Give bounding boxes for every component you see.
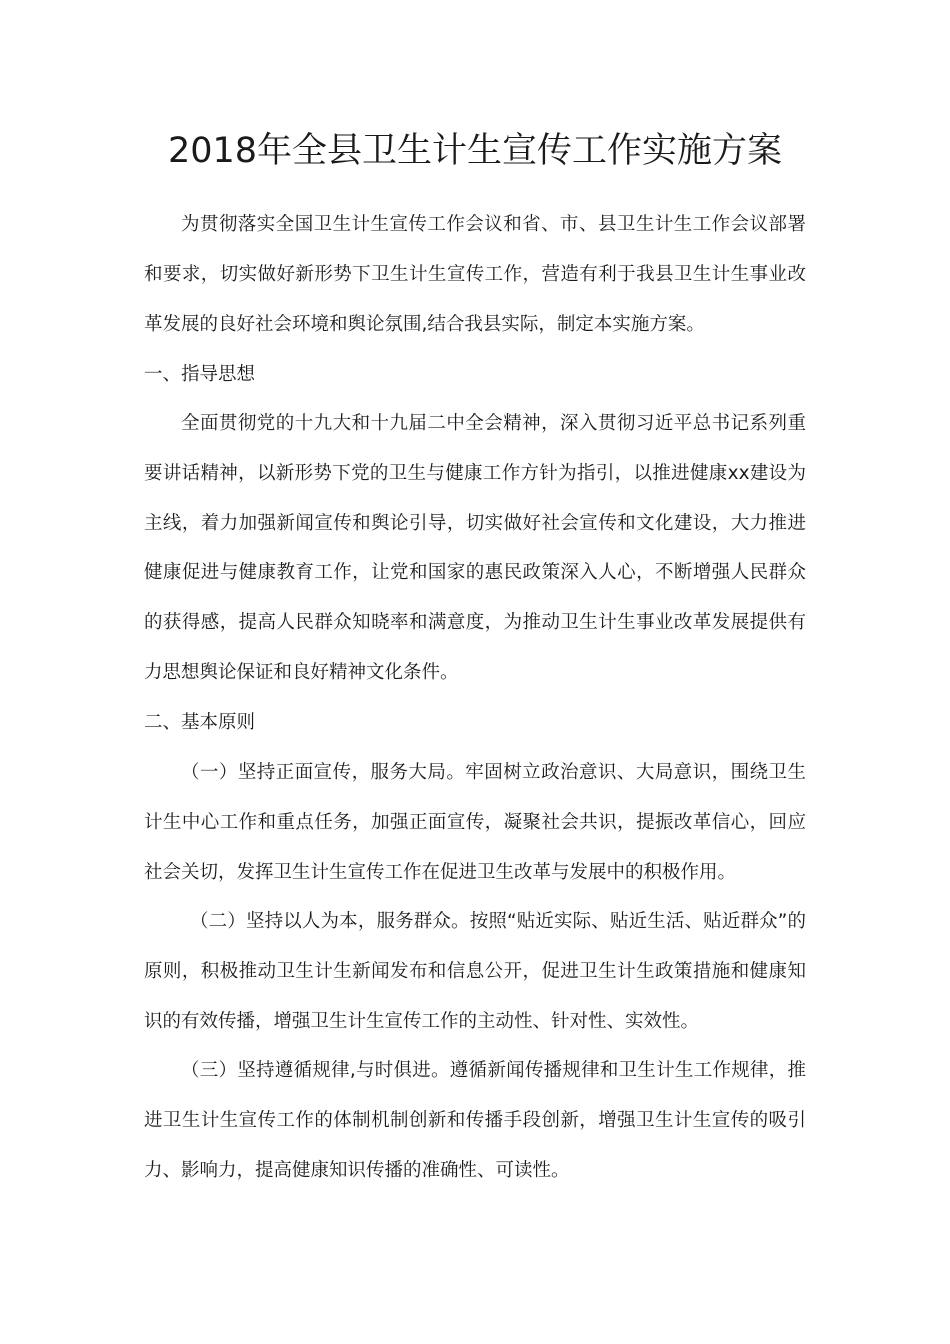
principle-two-paragraph: （二）坚持以人为本，服务群众。按照“贴近实际、贴近生活、贴近群众”的原则，积极推动卫生计生新闻发布和信息公开，促进卫生计生政策措施和健康知识的有效传播，增强卫生计生宣传工作的主动性、针对性、实效性。 (144, 911, 806, 1032)
section-heading-guiding-ideology: 一、指导思想 (144, 364, 256, 385)
principle-one-paragraph: （一）坚持正面宣传，服务大局。牢固树立政治意识、大局意识，围绕卫生计生中心工作和重点任务，加强正面宣传，凝聚社会共识，提振改革信心，回应社会关切，发挥卫生计生宣传工作在促进卫生改革与发展中的积极作用。 (144, 762, 806, 883)
section-heading-basic-principles: 二、基本原则 (144, 712, 256, 733)
document-title: 2018年全县卫生计生宣传工作实施方案 (167, 131, 783, 171)
guiding-ideology-paragraph: 全面贯彻党的十九大和十九届二中全会精神，深入贯彻习近平总书记系列重要讲话精神，以新形势下党的卫生与健康工作方针为指引，以推进健康xx建设为主线，着力加强新闻宣传和舆论引导，切实做好社会宣传和文化建设，大力推进健康促进与健康教育工作，让党和国家的惠民政策深入人心，不断增强人民群众的获得感，提高人民群众知晓率和满意度，为推动卫生计生事业改革发展提供有力思想舆论保证和良好精神文化条件。 (144, 413, 806, 683)
intro-paragraph: 为贯彻落实全国卫生计生宣传工作会议和省、市、县卫生计生工作会议部署和要求，切实做好新形势下卫生计生宣传工作，营造有利于我县卫生计生事业改革发展的良好社会环境和舆论氛围,结合我县实际，制定本实施方案。 (144, 214, 806, 335)
principle-three-paragraph: （三）坚持遵循规律,与时俱进。遵循新闻传播规律和卫生计生工作规律，推进卫生计生宣传工作的体制机制创新和传播手段创新，增强卫生计生宣传的吸引力、影响力，提高健康知识传播的准确性、可读性。 (144, 1060, 806, 1181)
